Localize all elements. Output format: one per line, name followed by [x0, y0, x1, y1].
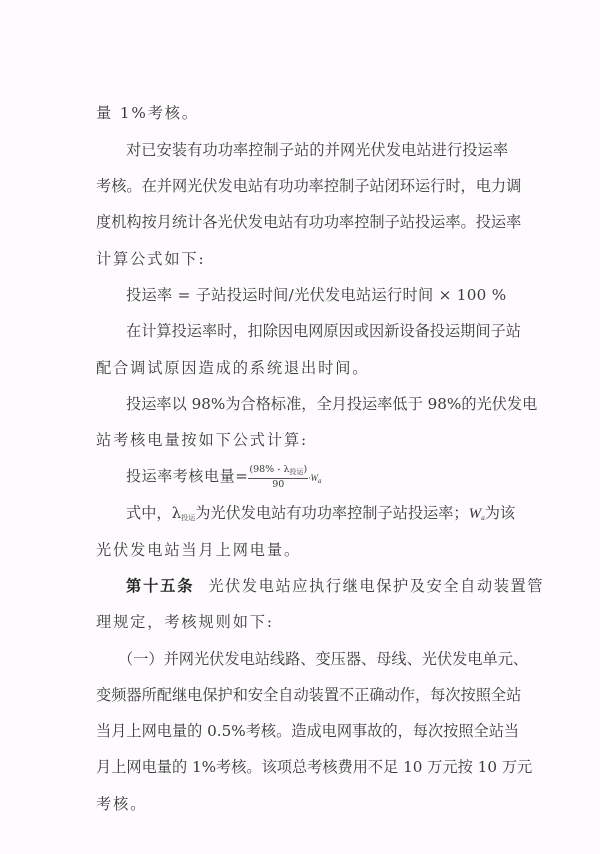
- clause-line: 当月上网电量的 0.5%考核。造成电网事故的，每次按照全站当: [96, 722, 520, 740]
- formula-denominator: 90: [272, 479, 285, 490]
- clause-line: （一）并网光伏发电站线路、变压器、母线、光伏发电单元、: [118, 650, 529, 668]
- text-line: 计算公式如下:: [96, 250, 206, 268]
- clause-line: 月上网电量的 1%考核。该项总考核费用不足 10 万元按 10 万元: [96, 758, 533, 776]
- article-title: 第十五条: [126, 577, 195, 595]
- article-heading-line: [126, 576, 545, 596]
- clause-line: 变频器所配继电保护和安全自动装置不正确动作，每次按照全站: [96, 686, 522, 704]
- clause-line: 考核。: [96, 795, 148, 813]
- text-line: 光伏发电站当月上网电量。: [96, 541, 302, 559]
- formula-numerator: $(98\% - \lambda_{投运})$: [248, 464, 308, 479]
- text-line: 对已安装有功功率控制子站的并网光伏发电站进行投运率: [126, 141, 508, 159]
- text-line: 配合调试原因造成的系统退出时间。: [96, 359, 370, 377]
- formula-lhs: 投运率考核电量=: [126, 467, 249, 485]
- text-line: 理规定，考核规则如下:: [96, 613, 274, 631]
- definition-line: 式中，$\lambda_{投运}$为光伏发电站有功功率控制子站投运率；$W_a$为该: [126, 504, 516, 522]
- text-line: 考核。在并网光伏发电站有功功率控制子站闭环运行时，电力调: [96, 177, 522, 195]
- text-line: 站考核电量按如下公式计算:: [96, 431, 309, 449]
- text-line: 在计算投运率时，扣除因电网原因或因新设备投运期间子站: [126, 322, 521, 340]
- formula-rhs: $\cdot W_a$: [308, 473, 322, 485]
- assessment-formula: [126, 463, 538, 489]
- text-line: 度机构按月统计各光伏发电站有功功率控制子站投运率。投运率: [96, 213, 522, 231]
- text-line: 量 1%考核。: [96, 104, 199, 122]
- article-text: 光伏发电站应执行继电保护及安全自动装置管: [208, 577, 545, 595]
- formula-line: 投运率 = 子站投运时间/光伏发电站运行时间 × 100 %: [126, 286, 507, 304]
- text-line: 投运率以 98%为合格标准，全月投运率低于 98%的光伏发电: [126, 395, 538, 413]
- formula-fraction: [248, 464, 308, 490]
